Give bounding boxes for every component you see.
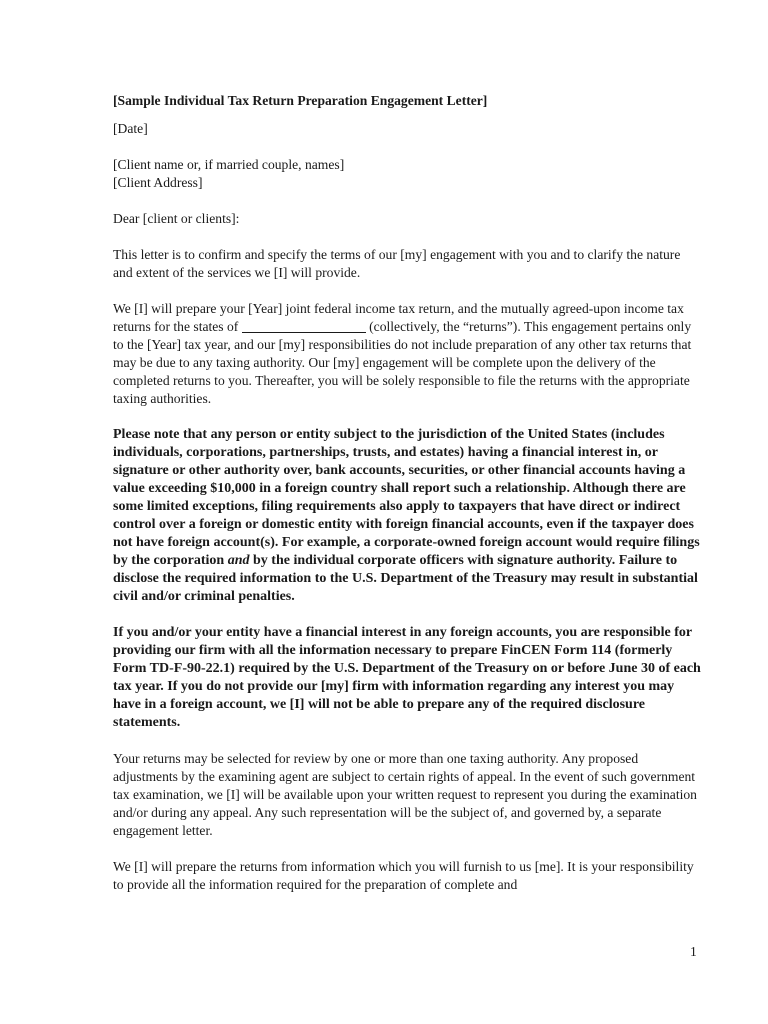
states-blank-line [242, 319, 366, 333]
foreign-accounts-notice [113, 426, 703, 606]
letter-title: [Sample Individual Tax Return Preparation Engagement Letter] [113, 93, 488, 108]
client-address: [Client Address] [113, 175, 203, 190]
letter-page [113, 92, 703, 912]
scope-paragraph [113, 300, 703, 408]
foreign-notice-start: Please note that any person or entity subject to the jurisdiction of the United States (includes individuals, corporations, partnerships, trusts, and estates) having a financial interest in, or signature or other authority over, bank accounts, securities, or other financial accounts having a value exceeding $10,000 in a foreign country shall report such a relationship. Although there are some limited exceptions, filing requirements also apply to taxpayers that have direct or indirect control over a foreign or domestic entity with foreign financial accounts, even if the taxpayer does not have foreign account(s). For example, a corporate-owned foreign account would require filings by the corporation [113, 427, 700, 568]
intro-paragraph: This letter is to confirm and specify the terms of our [my] engagement with you and to clarify the nature and extent of the services we [I] will provide. [113, 247, 681, 280]
scope-text-end: (collectively, the “returns”). This engagement pertains only to the [Year] tax year, and our [my] responsibilities do not include preparation of any other tax returns that may be due to any taxing authority. Our [my] engagement will be complete upon the delivery of the completed returns to you. Thereafter, you will be solely responsible to file the returns with the appropriate taxing authorities. [113, 319, 692, 406]
page-number: 1 [690, 944, 697, 959]
client-name: [Client name or, if married couple, names] [113, 157, 345, 172]
information-paragraph: We [I] will prepare the returns from information which you will furnish to us [me]. It is your responsibility to provide all the information required for the preparation of complete and [113, 859, 694, 892]
review-paragraph: Your returns may be selected for review by one or more than one taxing authority. Any proposed adjustments by the examining agent are subject to certain rights of appeal. In the event of such government tax examination, we [I] will be available upon your written request to represent you during the examination and/or during any appeal. Any such representation will be the subject of, and governed by, a separate engagement letter. [113, 751, 697, 838]
scope-text-start: We [I] will prepare your [Year] joint federal income tax return, and the mutually agreed-upon income tax returns for the states of [113, 301, 684, 334]
foreign-notice-end: by the individual corporate officers with signature authority. Failure to disclose the required information to the U.S. Department of the Treasury may result in substantial civil and/or criminal penalties. [113, 553, 698, 604]
salutation: Dear [client or clients]: [113, 211, 240, 226]
letter-date: [Date] [113, 121, 148, 136]
fincen-notice: If you and/or your entity have a financial interest in any foreign accounts, you are responsible for providing our firm with all the information necessary to prepare FinCEN Form 114 (formerly Form TD-F-90-22.1) required by the U.S. Department of the Treasury on or before June 30 of each tax year. If you do not provide our [my] firm with information regarding any interest you may have in a foreign account, we [I] will not be able to prepare any of the required disclosure statements. [113, 625, 701, 730]
emphasis-and: and [227, 553, 250, 568]
